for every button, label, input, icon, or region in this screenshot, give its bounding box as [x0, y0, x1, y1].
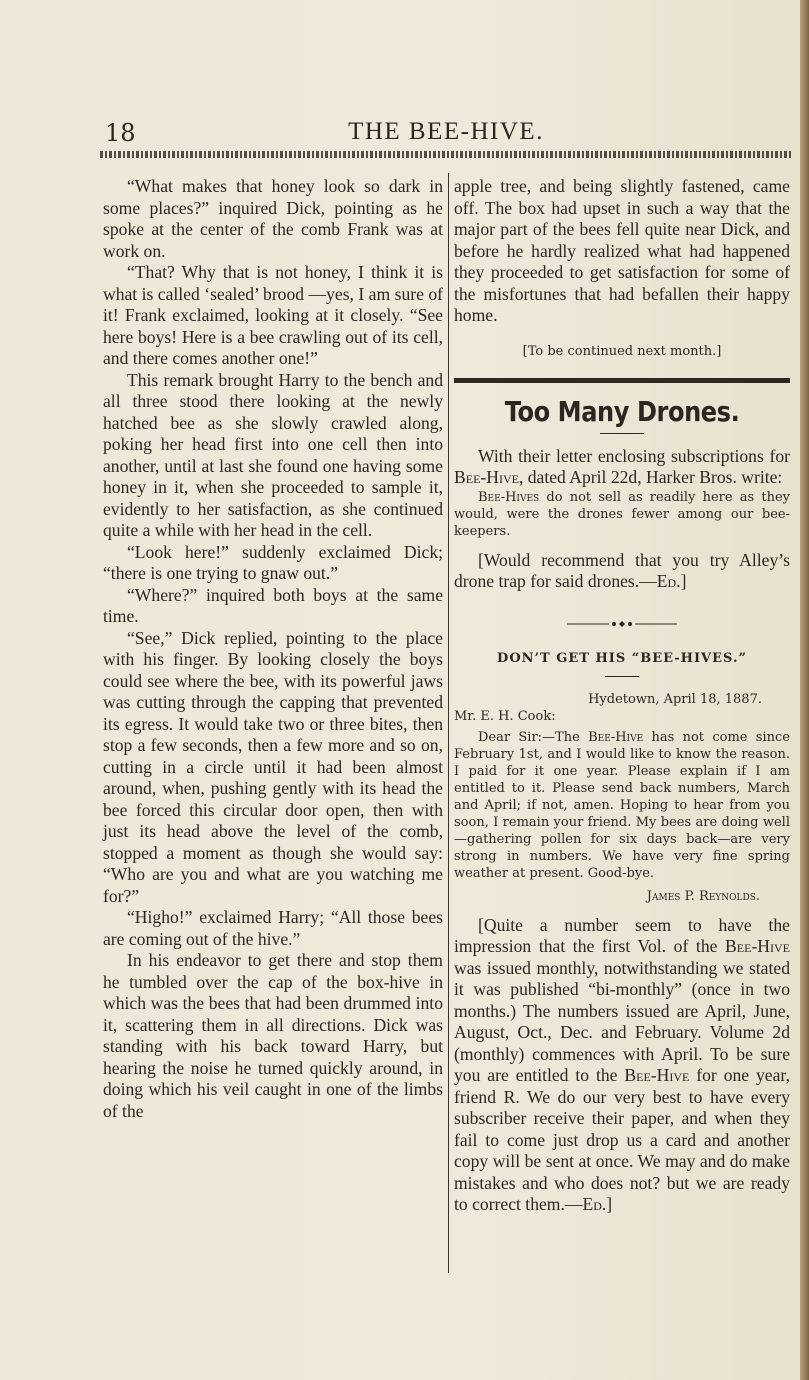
editor-note: [Would recommend that you try Alley’s drone trap for said drones.—Ed.] — [454, 549, 790, 591]
continued-note: [To be continued next month.] — [522, 343, 722, 359]
letter-body: Dear Sir:—The Bee-Hive has not come since February 1st, and I would like to know the reason. I paid for it one year. Please explain if I am entitled to it. Please send back numbers, March and April; if not, amen. Hoping to hear from you soon, I remain your friend. My bees are doing well—gathering pollen for six days back—are very strong in numbers. We have very fine spring weather at present. Good-bye. — [454, 729, 790, 881]
right-column — [454, 176, 790, 1216]
paragraph: “What makes that honey look so dark in some places?” inquired Dick, pointing as he spoke at the center of the comb Frank was at work on. — [103, 176, 443, 261]
article-headline: DON’T GET HIS “BEE-HIVES.” — [497, 651, 747, 666]
article-headline: Too Many Drones. — [504, 395, 740, 428]
page-header — [100, 114, 792, 150]
left-column — [103, 176, 443, 1122]
salutation: Mr. E. H. Cook: — [454, 708, 556, 724]
paragraph: “Where?” inquired both boys at the same time. — [103, 584, 443, 626]
publication-title: THE BEE-HIVE. — [348, 118, 544, 145]
paragraph: In his endeavor to get there and stop them he tumbled over the cap of the box-hive in which was the bees that had been drummed into it, scattering them in all directions. Dick was standing with his back toward Harry, but hearing the noise he turned quickly around, in doing which his veil caught in one of the limbs of the — [103, 950, 443, 1121]
paragraph: “See,” Dick replied, pointing to the place with his finger. By looking closely the boys could see where the bee, with its powerful jaws was cutting through the capping that prevented its egress. It would take two or three bites, then stop a few seconds, then a few more and so on, cutting in a circle until it had been almost around, when, pushing gently with its head the bee forced this circular door open, then with just its head above the level of the comb, stopped a moment as though she would say: “Who are you and what are you watching me for?” — [103, 627, 443, 906]
headline-rule — [605, 676, 639, 677]
header-ornament-rule — [100, 151, 792, 158]
signature: James P. Reynolds. — [646, 888, 760, 904]
page-number: 18 — [105, 119, 136, 147]
editor-reply: [Quite a number seem to have the impression that the first Vol. of the Bee-Hive was issued monthly, notwithstanding we stated it was published “bi-monthly” (once in two months.) The numbers issued are April, June, August, Oct., Dec. and February. Volume 2d (monthly) commences with April. To be sure you are entitled to the Bee-Hive for one year, friend R. We do our very best to have every subscriber receive their paper, and when they fail to come just drop us a card and another copy will be sent at once. We may and do make mistakes and who does not? but we are ready to correct them.—Ed.] — [454, 914, 790, 1214]
story-continuation: apple tree, and being slightly fastened, came off. The box had upset in such a way that the major part of the bees fell quite near Dick, and before he hardly realized what had happened they proceeded to get satisfaction for some of the misfortunes that had befallen their happy home. — [454, 176, 790, 325]
dateline: Hydetown, April 18, 1887. — [588, 691, 762, 707]
article-intro: With their letter enclosing subscriptions for Bee-Hive, dated April 22d, Harker Bros. write: — [454, 445, 790, 487]
letter-quote: Bee-Hives do not sell as readily here as they would, were the drones fewer among our bee-keepers. — [454, 489, 790, 539]
paragraph: “Look here!” suddenly exclaimed Dick; “there is one trying to gnaw out.” — [103, 541, 443, 583]
ornament-divider — [454, 615, 790, 637]
ornament-icon — [567, 620, 677, 628]
paragraph: This remark brought Harry to the bench and all three stood there looking at the newly hatched bee as she slowly crawled along, poking her head first into one cell then into another, until at last she found one having some honey in it, when she proceeded to sample it, evidently to her satisfaction, as she continued quite a while with her head in the cell. — [103, 369, 443, 540]
section-rule — [454, 378, 790, 383]
paragraph: “That? Why that is not honey, I think it is what is called ‘sealed’ brood —yes, I am sure of it! Frank exclaimed, looking at it closely. “See here boys! Here is a bee crawling out of its cell, and there comes another one!” — [103, 262, 443, 368]
paragraph: “Higho!” exclaimed Harry; “All those bees are coming out of the hive.” — [103, 907, 443, 949]
headline-rule — [600, 433, 644, 434]
column-divider — [448, 173, 449, 1273]
book-spine — [800, 0, 809, 1380]
